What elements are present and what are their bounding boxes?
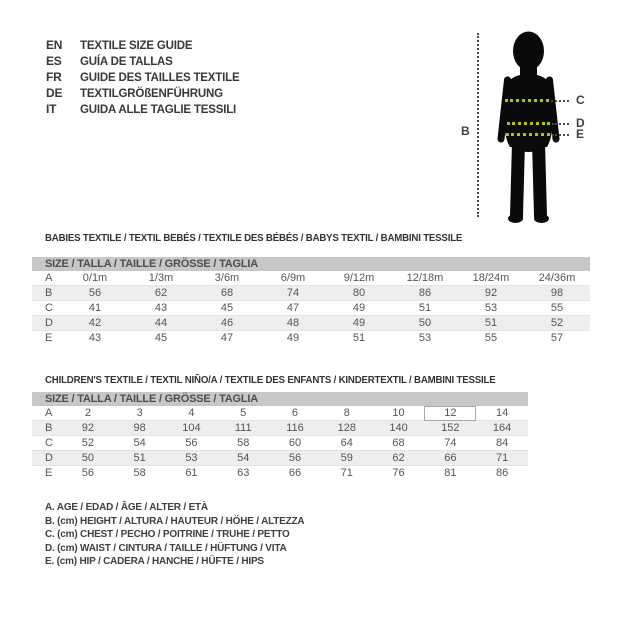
table-cell: 92: [81, 421, 94, 434]
babies-table-title: BABIES TEXTILE / TEXTIL BEBÉS / TEXTILE DES BÉBÉS / BABYS TEXTIL / BAMBINI TESSILE: [45, 232, 463, 244]
table-cell: 74: [286, 286, 300, 299]
table-cell: 51: [418, 301, 432, 314]
chest-label: C: [576, 93, 585, 107]
table-cell: 41: [88, 301, 102, 314]
row-label: A: [45, 271, 53, 284]
table-row: [32, 300, 590, 315]
row-label: B: [45, 421, 53, 434]
table-cell: 54: [237, 451, 250, 464]
table-cell: 50: [81, 451, 94, 464]
table-cell: 6: [291, 407, 299, 419]
table-row: [32, 406, 528, 420]
hip-label: E: [576, 127, 585, 141]
table-cell: 104: [182, 421, 201, 434]
table-row: [32, 465, 528, 480]
lang-row-de: [46, 85, 246, 101]
table-cell: 42: [88, 316, 102, 329]
legend-line-height: B. (cm) HEIGHT / ALTURA / HAUTEUR / HÖHE / ALTEZZA: [45, 514, 305, 527]
lang-label: TEXTILGRÖßENFÜHRUNG: [80, 86, 223, 100]
table-cell: 51: [352, 331, 366, 344]
table-cell: 60: [288, 436, 302, 449]
table-cell: 45: [154, 331, 168, 344]
legend-line-chest: C. (cm) CHEST / PECHO / POITRINE / TRUHE / PETTO: [45, 528, 290, 541]
table-cell: 116: [286, 421, 304, 434]
table-cell: 81: [444, 466, 457, 479]
lang-code: FR: [46, 70, 62, 84]
table-cell: 51: [133, 451, 146, 464]
table-cell: 56: [88, 286, 102, 299]
table-cell: 53: [185, 451, 198, 464]
child-silhouette-icon: [490, 30, 570, 225]
table-row: [32, 435, 528, 450]
table-row: [32, 271, 590, 285]
table-cell: 43: [154, 301, 168, 314]
table-cell: 5: [240, 407, 247, 419]
table-cell: 164: [492, 421, 512, 434]
table-cell: 57: [550, 331, 564, 344]
table-cell: 49: [352, 316, 366, 329]
table-cell: 51: [484, 316, 498, 329]
table-cell: 86: [418, 286, 432, 299]
table-cell: 14: [495, 407, 509, 419]
lang-label: GUIDA ALLE TAGLIE TESSILI: [80, 102, 237, 116]
lang-label: GUÍA DE TALLAS: [80, 54, 173, 68]
table-cell: 76: [392, 466, 405, 479]
hip-leader-line: [552, 134, 569, 136]
row-label: D: [45, 451, 53, 464]
table-cell: 3/6m: [214, 271, 240, 284]
lang-label: TEXTILE SIZE GUIDE: [80, 38, 193, 52]
lang-code: IT: [46, 102, 57, 116]
measurement-figure: [450, 25, 615, 230]
table-cell: 44: [154, 316, 168, 329]
lang-code: ES: [46, 54, 62, 68]
measurement-legend: [45, 501, 318, 569]
table-cell: 52: [81, 436, 94, 449]
legend-line-hip: E. (cm) HIP / CADERA / HANCHE / HÜFTE / HIPS: [45, 555, 264, 568]
table-row: [32, 330, 590, 345]
table-cell: 3: [136, 407, 143, 419]
table-cell: 58: [133, 466, 146, 479]
language-list: [46, 37, 246, 117]
lang-code: DE: [46, 86, 63, 100]
table-cell: 24/36m: [538, 271, 576, 284]
table-cell: 66: [288, 466, 302, 479]
table-cell: 152: [441, 421, 460, 434]
table-cell: 4: [188, 407, 195, 419]
table-cell: 46: [220, 316, 234, 329]
table-cell: 55: [484, 331, 498, 344]
table-cell: 53: [484, 301, 498, 314]
table-cell: 66: [444, 451, 457, 464]
table-cell: 56: [185, 436, 198, 449]
chest-measure-line: [505, 99, 549, 102]
table-cell: 80: [352, 286, 366, 299]
lang-row-es: [46, 53, 246, 69]
babies-table: [32, 257, 590, 345]
table-cell: 12/18m: [406, 271, 444, 284]
table-cell: 6/9m: [280, 271, 306, 284]
row-label: C: [45, 301, 53, 314]
table-cell: 53: [418, 331, 432, 344]
table-cell: 1/3m: [148, 271, 174, 284]
table-cell: 59: [340, 451, 353, 464]
table-cell: 63: [237, 466, 250, 479]
row-label: B: [45, 286, 53, 299]
table-cell: 56: [288, 451, 302, 464]
lang-row-fr: [46, 69, 246, 85]
table-cell: 8: [343, 407, 350, 419]
row-label: E: [45, 466, 53, 479]
table-cell: 54: [133, 436, 146, 449]
table-cell: 128: [337, 421, 356, 434]
table-row: [32, 450, 528, 465]
table-cell: 47: [220, 331, 234, 344]
row-label: D: [45, 316, 53, 329]
table-cell: 61: [185, 466, 198, 479]
lang-label: GUIDE DES TAILLES TEXTILE: [80, 70, 240, 84]
table-cell: 9/12m: [343, 271, 375, 284]
row-label: A: [45, 407, 53, 419]
height-label: B: [461, 124, 470, 138]
table-row: [32, 285, 590, 300]
table-cell: 43: [88, 331, 102, 344]
children-table-header: SIZE / TALLA / TAILLE / GRÖSSE / TAGLIA: [32, 392, 528, 406]
babies-table-body: [32, 271, 590, 345]
table-cell: 68: [220, 286, 234, 299]
table-cell: 58: [237, 436, 250, 449]
table-cell: 98: [550, 286, 564, 299]
table-cell: 84: [495, 436, 509, 449]
table-cell: 71: [340, 466, 353, 479]
lang-row-it: [46, 101, 246, 117]
table-cell: 140: [389, 421, 408, 434]
table-cell: 0/1m: [82, 271, 108, 284]
table-cell: 71: [495, 451, 509, 464]
table-cell: 48: [286, 316, 300, 329]
children-table-body: [32, 406, 528, 480]
table-cell: 12: [424, 406, 476, 421]
table-cell: 74: [444, 436, 457, 449]
table-cell: 98: [133, 421, 146, 434]
table-cell: 86: [495, 466, 509, 479]
height-measure-line: [477, 33, 479, 217]
waist-label: D: [576, 116, 585, 130]
table-cell: 10: [392, 407, 405, 419]
legend-line-age: A. AGE / EDAD / ÂGE / ALTER / ETÀ: [45, 501, 208, 513]
table-cell: 18/24m: [472, 271, 510, 284]
table-cell: 62: [392, 451, 405, 464]
table-row: [32, 420, 528, 435]
table-cell: 50: [418, 316, 432, 329]
table-row: [32, 315, 590, 330]
table-cell: 47: [286, 301, 300, 314]
row-label: E: [45, 331, 53, 344]
children-table-title: CHILDREN'S TEXTILE / TEXTIL NIÑO/A / TEXTILE DES ENFANTS / KINDERTEXTIL / BAMBINI TESSILE: [45, 374, 496, 386]
lang-row-en: [46, 37, 246, 53]
waist-measure-line: [507, 122, 550, 125]
table-cell: 55: [550, 301, 564, 314]
table-cell: 2: [84, 407, 91, 419]
table-cell: 49: [352, 301, 366, 314]
table-cell: 49: [286, 331, 300, 344]
hip-measure-line: [506, 133, 550, 136]
table-cell: 52: [550, 316, 564, 329]
lang-code: EN: [46, 38, 63, 52]
table-cell: 68: [392, 436, 405, 449]
table-cell: 56: [81, 466, 94, 479]
babies-table-header: SIZE / TALLA / TAILLE / GRÖSSE / TAGLIA: [32, 257, 590, 271]
row-label: C: [45, 436, 53, 449]
legend-line-waist: D. (cm) WAIST / CINTURA / TAILLE / HÜFTUNG / VITA: [45, 541, 287, 554]
table-cell: 62: [154, 286, 168, 299]
waist-leader-line: [552, 123, 569, 125]
table-cell: 111: [234, 421, 252, 434]
chest-leader-line: [551, 100, 569, 102]
table-cell: 64: [340, 436, 353, 449]
children-table: [32, 392, 528, 480]
table-cell: 45: [220, 301, 234, 314]
table-cell: 92: [484, 286, 498, 299]
